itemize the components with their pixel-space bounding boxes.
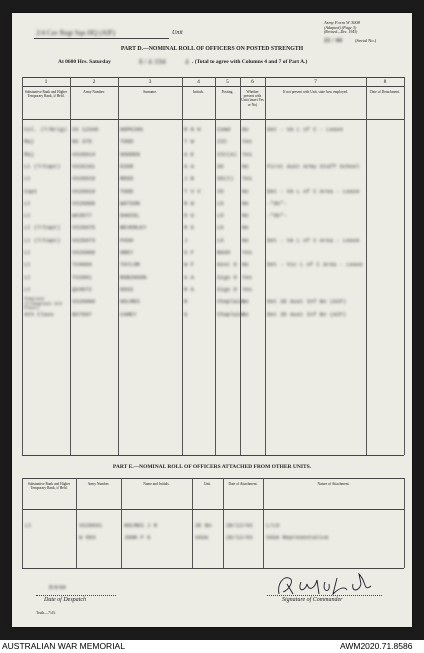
roll-cell: Chaplain (217, 310, 244, 318)
roll-cell: CAREY (120, 310, 137, 318)
column-header: Date of Attachment. (228, 482, 258, 486)
attached-cell: W 503 (79, 534, 96, 541)
roll-cell: No (242, 212, 249, 220)
roll-cell: Det 2E Aust Inf Bn (AIF) (267, 298, 347, 306)
roll-cell: VX26009 (72, 199, 96, 207)
table-column-rule (404, 77, 405, 455)
roll-cell: Lt (T/Capt) (24, 162, 61, 170)
roll-cell: Lt (T/Capt) (24, 224, 61, 232)
roll-cell: Lt (24, 285, 31, 293)
roll-cell: Yes (242, 285, 252, 293)
serial-label: (Serial No.) (355, 38, 377, 43)
roll-cell: No (242, 187, 249, 195)
part-e-title: PART E.—NOMINAL ROLL OF OFFICERS ATTACHED FROM OTHER UNITS. (112, 464, 312, 470)
print-note: Truth—7/43. (36, 611, 56, 615)
roll-cell: DOSS (120, 285, 134, 293)
attached-cell: 28/12/43 (226, 534, 253, 541)
roll-cell: G F (184, 249, 194, 256)
roll-cell: IO (217, 187, 224, 195)
roll-cell: HOPKINS (120, 126, 144, 133)
column-header: Army Number. (87, 482, 110, 486)
roll-cell: A A (184, 273, 194, 281)
roll-cell: Lt (24, 249, 31, 256)
roll-cell: TODD (120, 138, 134, 146)
column-number: 6 (251, 79, 254, 85)
table-column-rule (240, 77, 241, 455)
table-rule (22, 455, 404, 456)
total-note: . (Total to agree with Columns 4 and 7 of Part A.) (192, 59, 308, 65)
column-number: 1 (44, 79, 48, 85)
roll-cell: BASO (217, 249, 231, 256)
table-column-rule (182, 77, 183, 455)
roll-cell: VX26010 (72, 187, 96, 195)
form-reference: Army Form W 3008 (324, 20, 360, 25)
table-column-rule (215, 77, 216, 455)
roll-cell: FOSH (120, 236, 134, 244)
roll-cell: T V V (184, 187, 201, 195)
roll-cell: Lt (T/Capt) (24, 236, 61, 244)
table-column-rule (192, 478, 193, 568)
roll-cell: HOLMES (120, 298, 140, 306)
column-number: 2 (92, 79, 96, 85)
roll-cell: DANIEL (120, 212, 140, 220)
roll-cell: LO (217, 199, 224, 207)
roll-cell: BEVERLEY (120, 224, 147, 232)
roll-cell: LO (217, 236, 224, 244)
table-column-rule (70, 77, 71, 455)
column-number: 3 (148, 79, 152, 85)
column-header: Posting. (221, 90, 234, 94)
despatch-label: Date of Despatch (44, 597, 86, 603)
roll-cell: -"do"- (267, 199, 287, 207)
roll-cell: Yes (242, 150, 252, 158)
roll-cell: VX26019 (72, 175, 96, 183)
roll-cell: No (242, 298, 249, 306)
table-column-rule (76, 478, 77, 568)
roll-date: 8 / 4 /194 (139, 58, 166, 66)
column-header: Initials. (193, 90, 204, 94)
roll-cell: First Aust Army Staff School (267, 162, 360, 170)
table-column-rule (118, 77, 119, 455)
column-header: Substantive Rank and Higher Temporary Rank, if Held. (24, 90, 68, 99)
roll-cell: QX4972 (72, 285, 92, 293)
roll-cell: SO (217, 162, 224, 170)
roll-cell: Asst O (217, 261, 237, 269)
table-column-rule (22, 478, 23, 568)
roll-cell: R G (184, 285, 194, 293)
roll-cell: NX7597 (72, 310, 92, 318)
roll-cell: No (242, 261, 249, 269)
attached-cell: VASA (195, 534, 209, 541)
column-header: Name and Initials. (143, 482, 170, 486)
roll-cell: Det - Vic L of C Area - Leave (267, 261, 363, 269)
roll-cell: VX26075 (72, 224, 96, 232)
roll-cell: Comd (217, 126, 231, 133)
roll-cell: DIER (120, 162, 134, 170)
roll-cell: WX3077 (72, 212, 92, 220)
roll-cell: Col. (T/Brig) (24, 126, 67, 133)
column-number: 7 (314, 79, 317, 85)
table-rule (22, 119, 404, 120)
archive-caption-bar (0, 640, 424, 653)
roll-cell: VX26009 (72, 249, 96, 256)
roll-cell: No (242, 199, 249, 207)
column-header: Date of Detachment. (370, 90, 400, 94)
roll-cell: J B (184, 175, 194, 183)
roll-cell: Chaplain (T/Chaplain 3rd Class) (24, 298, 62, 312)
roll-cell: R N H (184, 126, 201, 133)
roll-cell: Det - VA L of C - Leave (267, 126, 343, 133)
roll-cell: WATSON (120, 199, 140, 207)
column-header: Unit. (203, 482, 212, 486)
attached-cell: 28/12/43 (226, 522, 253, 529)
table-rule (22, 509, 404, 510)
roll-cell: Lt (24, 261, 31, 269)
table-rule (22, 86, 404, 87)
roll-cell: No (242, 162, 249, 170)
roll-cell: Sigs O (217, 285, 237, 293)
table-column-rule (404, 478, 405, 568)
roll-cell: Det - VA L of C Area - Leave (267, 187, 360, 195)
attached-cell: 2E Bn (195, 522, 212, 529)
attached-cell: VASA Representative (266, 534, 329, 541)
roll-cell: D G (184, 212, 194, 220)
roll-cell: G (184, 310, 188, 318)
roll-cell: 2IC (217, 138, 227, 146)
roll-cell: No (242, 126, 249, 133)
column-number: 4 (197, 79, 200, 85)
roll-cell: Capt (24, 187, 38, 195)
roll-cell: VX26014 (72, 150, 96, 158)
roll-cell: R (184, 298, 188, 306)
table-column-rule (121, 478, 122, 568)
table-column-rule (22, 77, 23, 455)
form-reference-adapted: (Adapted) (Page 3) (324, 25, 357, 30)
roll-cell: Lt (24, 212, 31, 220)
table-column-rule (223, 478, 224, 568)
roll-year: 4 (185, 58, 189, 66)
roll-cell: GODDEN (120, 150, 140, 158)
roll-cell: W F (184, 261, 194, 269)
roll-cell: J (184, 236, 188, 244)
attached-cell: L/LO (266, 522, 280, 529)
roll-cell: Det 2E Aust Inf Bn (AIF) (267, 310, 347, 318)
attached-cell: HOLMES J R (124, 522, 158, 529)
table-rule (22, 568, 404, 569)
roll-cell: TODD (120, 187, 134, 195)
roll-cell: TAYLOR (120, 261, 140, 269)
attached-cell: VX26031 (79, 522, 103, 529)
roll-cell: Maj (24, 150, 34, 158)
column-number: 5 (226, 79, 229, 85)
roll-cell: NX 375 (72, 138, 92, 146)
archive-name: AUSTRALIAN WAR MEMORIAL (2, 641, 125, 651)
table-column-rule (366, 77, 367, 455)
column-header: Nature of Attachment. (317, 482, 350, 486)
column-header: Substantive Rank and Higher Temporary Rank, if Held. (27, 482, 71, 491)
roll-cell: LO (217, 212, 224, 220)
archive-accession-number: AWM2020.71.8586 (340, 641, 413, 651)
form-reference-revised: (Revised—Dec. 1943) (324, 30, 358, 34)
table-column-rule (265, 77, 266, 455)
roll-cell: R W (184, 199, 194, 207)
roll-cell: No (242, 236, 249, 244)
table-rule (22, 478, 404, 479)
despatch-date: 8/4/44 (49, 584, 66, 591)
attached-cell: Lt (25, 522, 32, 529)
roll-cell: TX4094 (72, 261, 92, 269)
roll-cell: 2IC(A) (217, 150, 237, 158)
roll-cell: SO(I) (217, 175, 234, 183)
roll-cell: VX 12345 (72, 126, 99, 133)
army-form-page (12, 13, 412, 627)
roll-cell: Lt (24, 199, 31, 207)
column-header: Surname. (143, 90, 157, 94)
roll-cell: Lt (24, 273, 31, 281)
roll-cell: 4th Class (24, 310, 54, 318)
roll-cell: ROBINSON (120, 273, 147, 281)
column-header: If not present with Unit, state how employed. (282, 90, 349, 94)
roll-cell: Lt (24, 175, 31, 183)
column-header: Whether present with Unit (insert Yes or No) (241, 90, 264, 107)
table-rule (22, 77, 404, 78)
roll-cell: VX26073 (72, 236, 96, 244)
roll-cell: Yes (242, 249, 252, 256)
unit-label: Unit (172, 30, 183, 36)
roll-cell: R G (184, 224, 194, 232)
roll-cell: Chaplain (217, 298, 244, 306)
roll-cell: A A (184, 162, 194, 170)
roll-cell: VX26000 (72, 298, 96, 306)
roll-cell: -"do"- (267, 212, 287, 220)
signature-label: Signature of Commander (282, 597, 343, 603)
roll-cell: Det - VA L of C Area - Leave (267, 236, 360, 244)
roll-cell: Yes (242, 273, 252, 281)
roll-cell: LO (217, 224, 224, 232)
unit-value: 2/4 Cav Regt Sqn HQ (AIF) (36, 29, 116, 37)
attached-cell: JOHN F G (124, 534, 151, 541)
roll-cell: GREY (120, 249, 134, 256)
column-header: Army Number. (83, 90, 105, 94)
column-number: 8 (383, 79, 387, 85)
roll-cell: Yes (242, 175, 252, 183)
roll-cell: TX2061 (72, 273, 92, 281)
part-d-title: PART D.—NOMINAL ROLL OF OFFICERS ON POSTED STRENGTH (120, 46, 304, 52)
roll-cell: REED (120, 175, 134, 183)
roll-cell: No (242, 224, 249, 232)
table-column-rule (263, 478, 264, 568)
roll-cell: Sigs O (217, 273, 237, 281)
roll-cell: T W (184, 138, 194, 146)
serial-number: 21 / 44 (324, 37, 343, 44)
roll-cell: Yes (242, 138, 252, 146)
at-hours-label: At 0600 Hrs. Saturday (58, 59, 111, 65)
roll-cell: VX26191 (72, 162, 96, 170)
roll-cell: Maj (24, 138, 34, 146)
roll-cell: No (242, 310, 249, 318)
roll-cell: A E (184, 150, 194, 158)
